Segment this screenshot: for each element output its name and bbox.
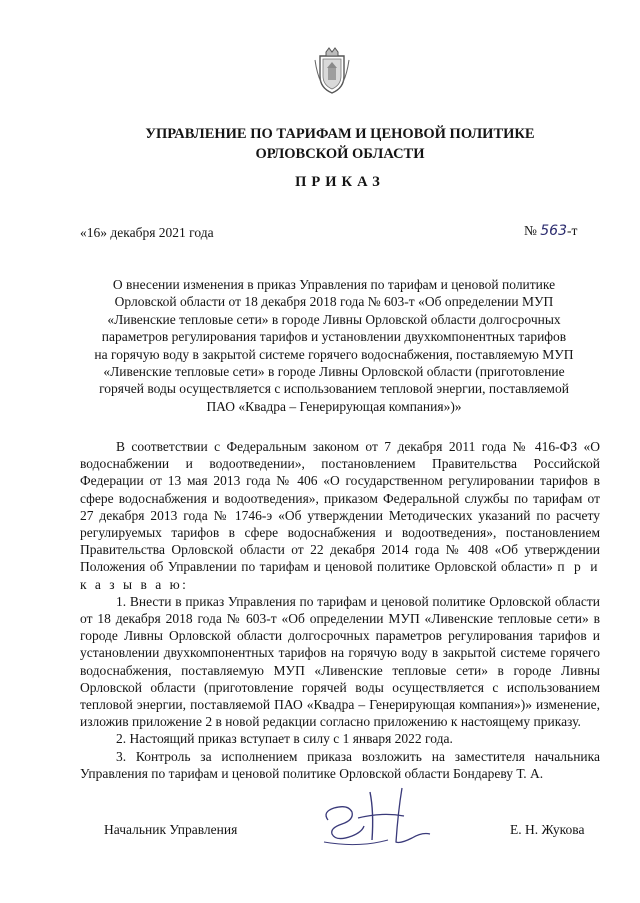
order-number-prefix: №	[524, 223, 537, 238]
subject-line: ПАО «Квадра – Генерирующая компания»)»	[206, 398, 462, 414]
order-date: «16» декабря 2021 года	[80, 225, 214, 240]
subject-line: «Ливенские тепловые сети» в городе Ливны Орловской области (приготовление	[103, 364, 565, 380]
organization-name-line2: ОРЛОВСКОЙ ОБЛАСТИ	[255, 146, 425, 162]
subject-line: горячей воды осуществляется с использованием тепловой энергии, поставляемой	[99, 381, 569, 397]
order-number-suffix: -т	[567, 223, 578, 238]
decree-word: п р и к а з ы в а ю:	[80, 559, 600, 592]
subject-line: Орловской области от 18 декабря 2018 года № 603-т «Об определении МУП	[114, 294, 554, 310]
order-item: 3. Контроль за исполнением приказа возложить на заместителя начальника Управления по тарифам и ценовой политике Орловской области Бондареву Т. А.	[80, 748, 600, 781]
order-item: 1. Внести в приказ Управления по тарифам и ценовой политике Орловской области от 18 декабря 2018 года № 603-т «Об определении МУП «Ливенские тепловые сети» в городе Ливны Орловской области долгосрочных параметров регулирования тарифов и установлении двухкомпонентных тарифов на горячую воду в закрытой системе горячего водоснабжения, поставляемую МУП «Ливенские тепловые сети» в городе Ливны Орловской области (приготовление горячей воды осуществляется с использованием тепловой энергии, поставляемой ПАО «Квадра – Генерирующая компания»)» изменение, изложив приложение 2 в новой редакции согласно приложению к настоящему приказу.	[80, 593, 600, 730]
subject-line: «Ливенские тепловые сети» в городе Ливны Орловской области долгосрочных	[107, 311, 561, 327]
preamble-paragraph	[80, 438, 600, 593]
organization-name-line1: УПРАВЛЕНИЕ ПО ТАРИФАМ И ЦЕНОВОЙ ПОЛИТИКЕ	[145, 126, 535, 142]
coat-of-arms-icon	[312, 46, 352, 96]
order-body	[80, 438, 600, 782]
organization-header	[60, 124, 620, 164]
order-number	[524, 223, 577, 239]
order-subject	[82, 276, 586, 415]
document-type-title: ПРИКАЗ	[295, 174, 385, 190]
signatory-role: Начальник Управления	[104, 822, 238, 837]
order-item: 2. Настоящий приказ вступает в силу с 1 января 2022 года.	[116, 731, 453, 747]
subject-line: параметров регулирования тарифов и установлении двухкомпонентных тарифов	[101, 329, 567, 345]
signatory-name: Е. Н. Жукова	[510, 822, 585, 837]
preamble-text: В соответствии с Федеральным законом от 7 декабря 2011 года № 416-ФЗ «О водоснабжении и водоотведении», постановлением Правительства Российской Федерации от 13 мая 2013 года № 406 «О государственном регулировании тарифов в сфере водоснабжения и водоотведения», приказом Федеральной службы по тарифам от 27 декабря 2013 года № 1746-э «Об утверждении Методических указаний по расчету регулируемых тарифов в сфере водоснабжения и водоотведения», постановлением Правительства Орловской области от 22 декабря 2014 года № 408 «Об утверждении Положения об Управлении по тарифам и ценовой политике Орловской области»	[80, 439, 600, 575]
handwritten-signature-icon	[318, 782, 438, 852]
subject-line: О внесении изменения в приказ Управления по тарифам и ценовой политике	[112, 277, 556, 292]
order-number-handwritten: 563	[540, 223, 567, 239]
subject-line: на горячую воду в закрытой системе горячего водоснабжения, поставляемую МУП	[94, 346, 574, 362]
